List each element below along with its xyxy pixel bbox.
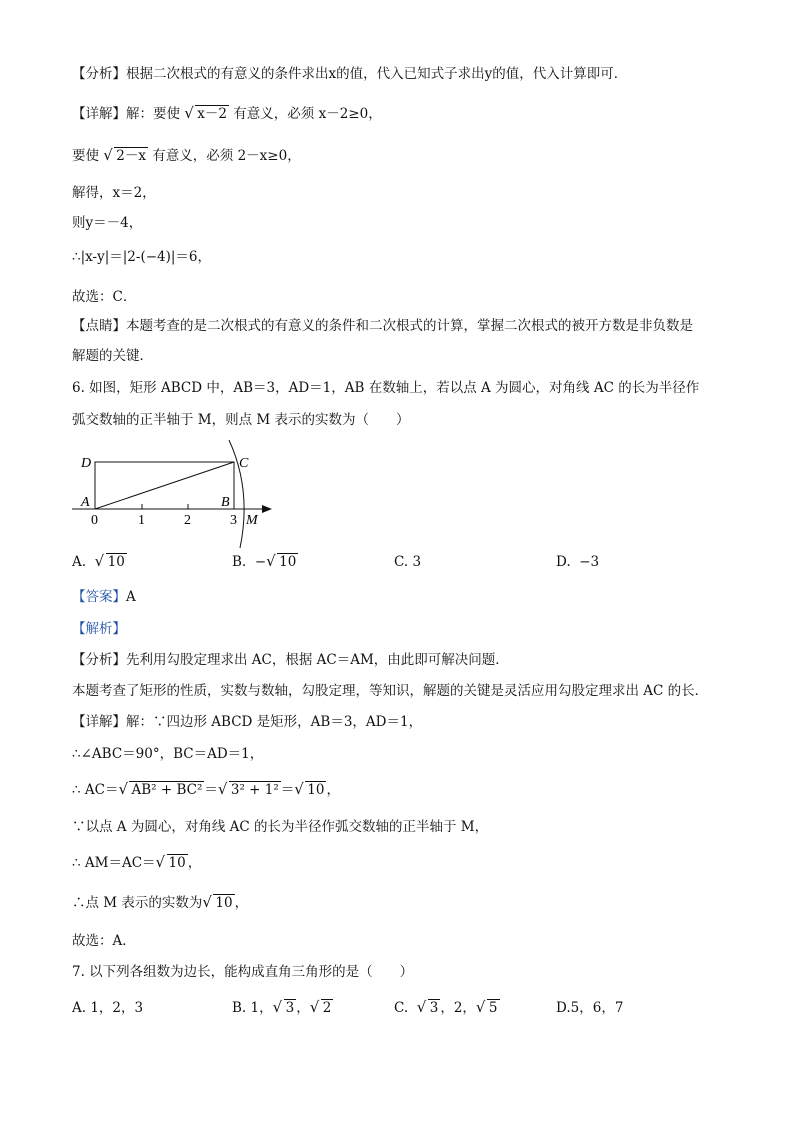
tick-label-0: 0 bbox=[91, 513, 98, 528]
detail-line: 【详解】解：要使 √ x－2 有意义，必须 x－2≥0， bbox=[72, 104, 382, 124]
q6-option-b: B. −√ 10 bbox=[232, 552, 298, 572]
label-D: D bbox=[81, 456, 92, 471]
q7-option-b: B. 1，√ 3 ，√ 2 bbox=[232, 998, 333, 1018]
analysis-tag: 【分析】 bbox=[72, 66, 126, 82]
y-line: 则y＝－4， bbox=[72, 215, 143, 231]
number-line-figure bbox=[72, 440, 292, 550]
tick-label-3: 3 bbox=[230, 513, 237, 528]
solve-line: 解得，x＝2， bbox=[72, 185, 156, 201]
q7-stem: 7. 以下列各组数为边长，能构成直角三角形的是（ ） bbox=[72, 964, 414, 980]
label-A: A bbox=[81, 495, 90, 510]
radical: √ x－2 bbox=[184, 104, 229, 124]
condition-line: 要使 √ 2－x 有意义，必须 2－x≥0， bbox=[72, 146, 301, 166]
q6-option-c: C. 3 bbox=[394, 554, 422, 570]
q7-option-a: A. 1，2，3 bbox=[72, 1000, 144, 1016]
answer-value: A bbox=[126, 589, 136, 605]
label-C: C bbox=[239, 456, 249, 471]
q6-step-6: 故选：A． bbox=[72, 933, 136, 949]
q6-stem-2: 弧交数轴的正半轴于 M，则点 M 表示的实数为（ ） bbox=[72, 412, 410, 428]
choice-line: 故选：C． bbox=[72, 289, 137, 305]
answer-line bbox=[72, 587, 136, 607]
q7-option-c: C. √ 3 ，2，√ 5 bbox=[394, 998, 500, 1018]
diagonal-ac bbox=[95, 462, 234, 509]
tick-label-2: 2 bbox=[184, 513, 191, 528]
q6-analysis-line: 【分析】先利用勾股定理求出 AC，根据 AC＝AM，由此即可解决问题． bbox=[72, 652, 509, 668]
abs-line: ∴|x-y|＝|2-(−4)|＝6， bbox=[72, 249, 212, 265]
q7-options bbox=[72, 998, 712, 1018]
q6-options bbox=[72, 552, 712, 572]
q6-step-5: ∴点 M 表示的实数为√ 10 ， bbox=[72, 893, 248, 913]
q6-step-1: ∴∠ABC＝90°，BC＝AD＝1， bbox=[72, 746, 264, 762]
q6-step-2: ∴ AC＝√ AB² + BC² ＝√ 3² + 1² ＝√ 10 ， bbox=[72, 780, 340, 800]
q6-step-3: ∵以点 A 为圆心，对角线 AC 的长为半径作弧交数轴的正半轴于 M， bbox=[72, 819, 489, 835]
radical: √ 2－x bbox=[103, 146, 148, 166]
axis-arrow bbox=[262, 505, 272, 513]
detail-tag: 【详解】 bbox=[72, 106, 126, 122]
q7-option-d: D.5，6，7 bbox=[556, 1000, 624, 1016]
comment-tag: 【点睛】 bbox=[72, 318, 126, 334]
q6-summary-line: 本题考查了矩形的性质，实数与数轴，勾股定理，等知识，解题的关键是灵活应用勾股定理求出 AC 的长． bbox=[72, 683, 709, 699]
q6-detail-line: 【详解】解：∵四边形 ABCD 是矩形，AB＝3，AD＝1， bbox=[72, 714, 423, 730]
comment-line-1: 【点睛】本题考查的是二次根式的有意义的条件和二次根式的计算，掌握二次根式的被开方数是非负数是 bbox=[72, 318, 693, 334]
comment-line-2: 解题的关键． bbox=[72, 348, 153, 364]
label-M: M bbox=[246, 513, 258, 528]
label-B: B bbox=[221, 495, 230, 510]
q6-step-4: ∴ AM＝AC＝√ 10 ， bbox=[72, 853, 201, 873]
tick-label-1: 1 bbox=[138, 513, 145, 528]
answer-tag: 【答案】 bbox=[72, 589, 126, 605]
explain-tag: 【解析】 bbox=[72, 621, 126, 637]
q6-option-a: A. √ 10 bbox=[72, 552, 127, 572]
q6-option-d: D. −3 bbox=[556, 554, 600, 570]
q6-stem-1: 6. 如图，矩形 ABCD 中，AB＝3，AD＝1，AB 在数轴上，若以点 A 为圆心，对角线 AC 的长为半径作 bbox=[72, 380, 700, 396]
analysis-line bbox=[72, 64, 627, 84]
analysis-text: 根据二次根式的有意义的条件求出x的值，代入已知式子求出y的值，代入计算即可． bbox=[126, 66, 628, 82]
